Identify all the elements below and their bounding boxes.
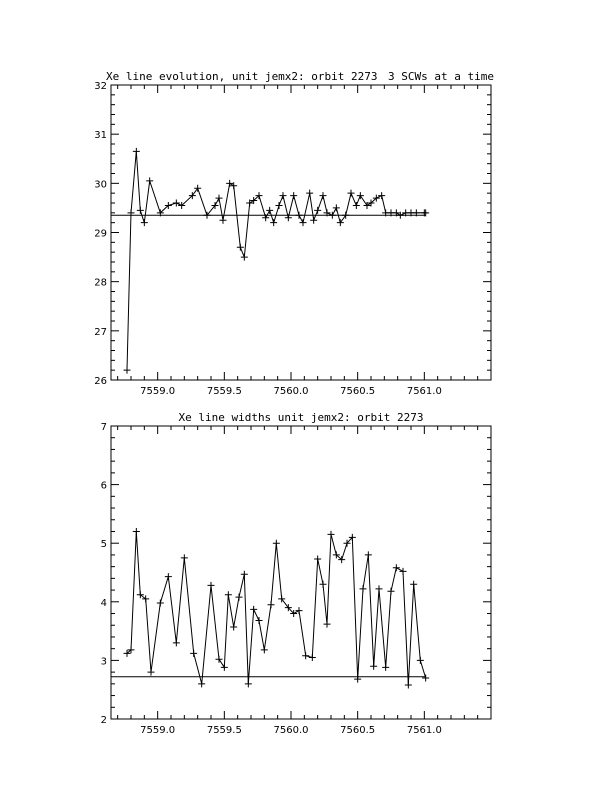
y-tick-label: 4 — [100, 597, 107, 609]
y-tick-label: 28 — [94, 277, 107, 289]
data-point — [342, 212, 349, 219]
x-tick-label: 7560.5 — [340, 386, 376, 397]
y-tick-label: 7 — [100, 422, 107, 433]
x-tick-label: 7559.5 — [206, 386, 242, 397]
data-point — [237, 244, 244, 251]
data-point — [190, 650, 197, 657]
chart-annotation: 3 SCWs at a time — [388, 70, 494, 83]
data-point — [422, 674, 429, 681]
data-point — [405, 682, 412, 689]
data-point — [393, 564, 400, 571]
data-point — [157, 599, 164, 606]
data-point — [290, 192, 297, 199]
data-point — [382, 664, 389, 671]
data-point — [270, 219, 277, 226]
data-point — [400, 568, 407, 575]
chart-title: Xe line evolution, unit jemx2: orbit 2273 — [106, 70, 378, 83]
y-tick-label: 31 — [94, 130, 107, 142]
data-point — [133, 148, 140, 155]
data-point — [302, 652, 309, 659]
data-point — [388, 588, 395, 595]
series-line — [127, 151, 426, 370]
chart-title: Xe line widths unit jemx2: orbit 2273 — [178, 411, 424, 424]
x-tick-label: 7560.0 — [273, 725, 309, 736]
data-point — [268, 601, 275, 608]
y-tick-label: 27 — [94, 326, 107, 338]
data-point — [333, 204, 340, 211]
data-point — [221, 664, 228, 671]
data-point — [220, 217, 227, 224]
data-point — [261, 646, 268, 653]
data-point — [314, 556, 321, 563]
y-tick-label: 30 — [94, 179, 107, 191]
y-tick-label: 2 — [100, 715, 107, 726]
data-point — [133, 528, 140, 535]
y-tick-label: 32 — [94, 81, 107, 92]
data-point — [324, 621, 331, 628]
data-point — [236, 594, 243, 601]
plot-frame — [111, 426, 491, 719]
data-point — [194, 185, 201, 192]
series-line — [127, 532, 426, 686]
data-point — [225, 591, 232, 598]
x-tick-label: 7561.0 — [406, 725, 442, 736]
data-point — [314, 207, 321, 214]
data-point — [245, 680, 252, 687]
data-point — [376, 585, 383, 592]
data-point — [173, 639, 180, 646]
data-point — [300, 219, 307, 226]
x-tick-label: 7561.0 — [406, 386, 442, 397]
data-point — [320, 581, 327, 588]
data-point — [280, 192, 287, 199]
data-point — [216, 195, 223, 202]
data-point — [337, 219, 344, 226]
y-tick-label: 5 — [100, 539, 107, 551]
data-point — [165, 573, 172, 580]
x-tick-label: 7560.5 — [340, 725, 376, 736]
chart-panel-2 — [101, 411, 491, 736]
data-point — [148, 669, 155, 676]
data-point — [181, 554, 188, 561]
data-point — [348, 190, 355, 197]
data-point — [241, 254, 248, 261]
data-point — [306, 190, 313, 197]
data-point — [241, 571, 248, 578]
x-tick-label: 7560.0 — [273, 386, 309, 397]
data-point — [410, 581, 417, 588]
x-tick-label: 7559.0 — [140, 386, 176, 397]
data-point — [417, 657, 424, 664]
data-point — [357, 192, 364, 199]
x-tick-label: 7559.5 — [206, 725, 242, 736]
data-point — [353, 202, 360, 209]
y-tick-label: 3 — [100, 656, 107, 668]
data-point — [266, 207, 273, 214]
data-point — [124, 367, 131, 374]
data-point — [309, 654, 316, 661]
data-point — [365, 551, 372, 558]
data-point — [320, 192, 327, 199]
data-point — [250, 606, 257, 613]
data-point — [276, 202, 283, 209]
data-point — [310, 217, 317, 224]
data-point — [208, 582, 215, 589]
chart-panel-1 — [94, 70, 494, 397]
x-tick-label: 7559.0 — [140, 725, 176, 736]
data-point — [360, 585, 367, 592]
data-point — [198, 680, 205, 687]
data-point — [137, 207, 144, 214]
y-tick-label: 29 — [94, 228, 107, 240]
y-tick-label: 6 — [100, 480, 107, 492]
data-point — [296, 212, 303, 219]
data-point — [328, 531, 335, 538]
data-point — [141, 219, 148, 226]
y-tick-label: 26 — [94, 376, 107, 387]
data-point — [146, 177, 153, 184]
data-point — [230, 623, 237, 630]
data-point — [256, 617, 263, 624]
data-point — [216, 656, 223, 663]
plot-frame — [111, 85, 491, 380]
data-point — [273, 540, 280, 547]
data-point — [370, 663, 377, 670]
